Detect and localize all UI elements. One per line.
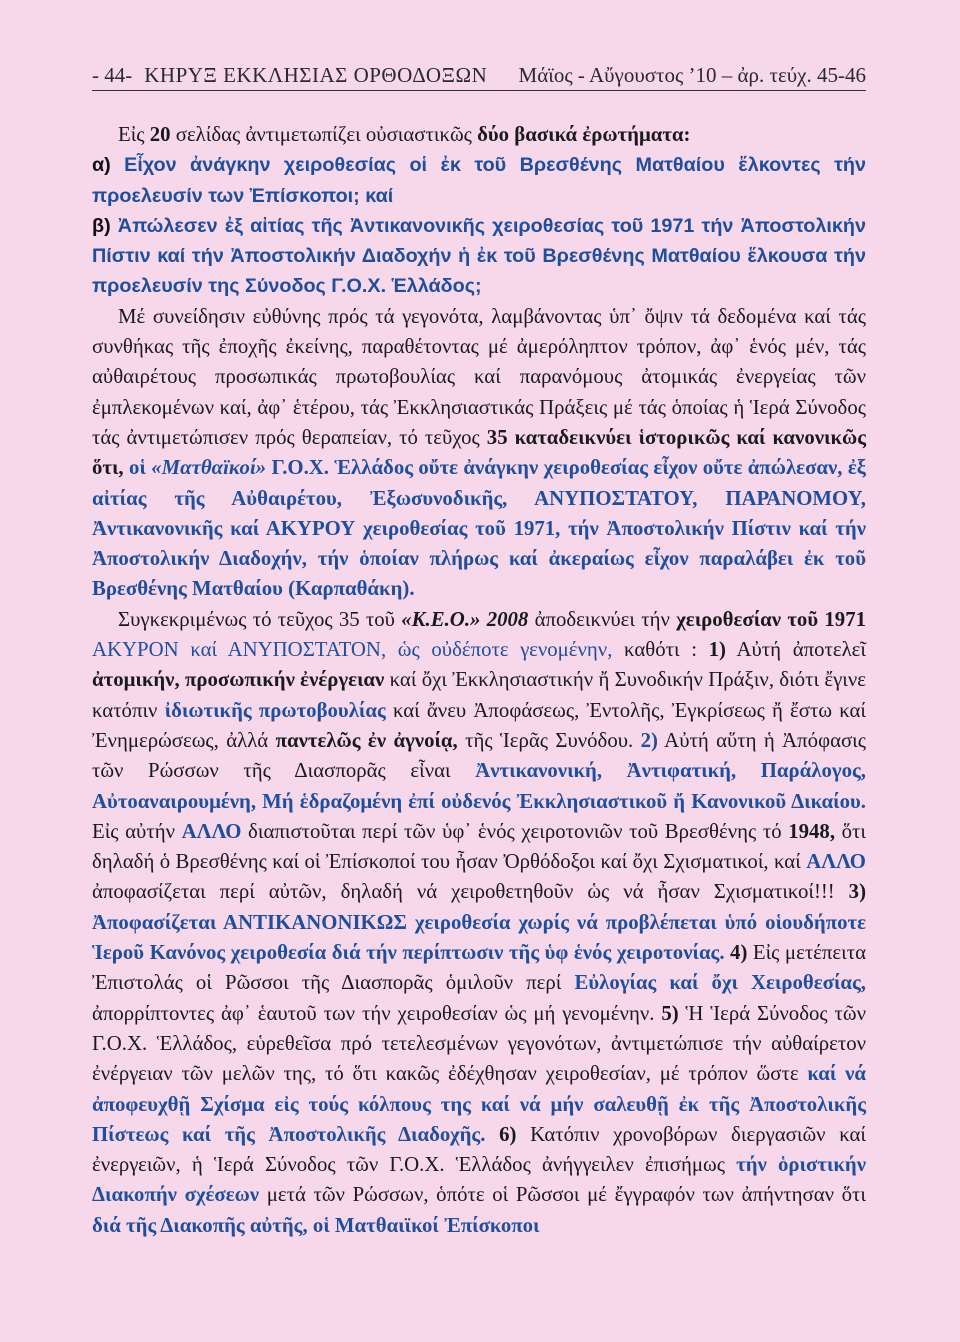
blue-run: ΑΛΛΟ	[181, 819, 242, 843]
blue-run: διά τῆς Διακοπῆς αὐτῆς, οἱ Ματθαιϊκοί Ἐπίσκοποι	[92, 1213, 540, 1237]
text-run: Αὐτή ἀποτελεῖ	[725, 638, 866, 662]
header-rule	[92, 90, 866, 91]
intro-emphasis: δύο βασικά ἐρωτήματα:	[477, 123, 691, 146]
text-run: Συγκεκριμένως τό τεῦχος 35 τοῦ	[118, 607, 402, 631]
running-header	[92, 58, 866, 88]
item-number: 1)	[708, 638, 726, 662]
text-run: ἀποφασίζεται περί αὐτῶν, δηλαδή νά χειροθετηθοῦν ὡς νά ἦσαν Σχισματικοί!!!	[92, 880, 849, 904]
text-run: ἀποδεικνύει τήν	[528, 607, 677, 631]
text-run: Μέ συνείδησιν εὐθύνης πρός τά γεγονότα, λαμβάνοντας ὑπ᾽ ὄψιν τά δεδομένα καί τάς συνθήκας τῆς ἐποχῆς ἐκείνης, παραθέτοντας μέ ἀμερόληπτον τρόπον, ἀφ᾽ ἑνός μέν, τάς αὐθαιρέτους προσωπικάς πρωτοβουλίας καί παρανόμους ἀτομικάς ἐνεργείας τῶν ἐμπλεκομένων καί, ἀφ᾽ ἑτέρου, τάς Ἐκκλησιαστικάς Πράξεις μέ τάς ὁποίας ἡ Ἱερά Σύνοδος τάς ἀντιμετώπισεν πρός θεραπείαν, τό τεῦχος	[92, 304, 866, 449]
bold-italic-run: «Κ.Ε.Ο.» 2008	[401, 607, 529, 631]
bold-run: 35 καταδεικνύει ἱστορικῶς καί κανονικῶς ὅτι,	[92, 425, 866, 480]
text-run: Ἡ Ἱερά Σύνοδος τῶν Γ.Ο.Χ. Ἑλλάδος, εὑρεθεῖσα πρό τετελεσμένων γεγονότων, ἀντιμετώπισε τήν αὐθαίρετον ἐνέργειαν τῶν μελῶν της, τό ὅτι κακῶς ἐδέχθησαν χειροθεσίαν, μέ τρόπον ὥστε	[92, 1001, 866, 1086]
bold-run: χειροθεσίαν τοῦ 1971	[676, 607, 866, 631]
paragraph-1	[92, 302, 866, 605]
item-number: 3)	[848, 880, 866, 904]
text-run: Αὐτή αὕτη ἡ Ἀπόφασις τῶν Ρώσσων τῆς Διασπορᾶς εἶναι	[92, 728, 867, 783]
text-run: μετά τῶν Ρώσσων, ὁπότε οἱ Ρῶσσοι μέ ἔγγραφόν των ἀπήντησαν ὅτι	[259, 1183, 866, 1207]
text-run: καθότι :	[612, 638, 709, 662]
question-text: Ἀπώλεσεν ἐξ αἰτίας τῆς Ἀντικανονικῆς χειροθεσίας τοῦ 1971 τήν Ἀποστολικήν Πίστιν καί τήν Ἀποστολικήν Διαδοχήν ἡ ἐκ τοῦ Βρεσθένης Ματθαίου ἕλκουσα τήν προελευσίν της Σύνοδος Γ.Ο.Χ. Ἑλλάδος;	[92, 214, 866, 298]
question-marker: α)	[92, 154, 111, 177]
blue-run: Γ.Ο.Χ. Ἑλλάδος οὔτε ἀνάγκην χειροθεσίας εἶχον οὔτε ἀπώλεσαν, ἐξ αἰτίας τῆς Αὐθαιρέτου, Ἐξωσυνοδικῆς, ΑΝΥΠΟΣΤΑΤΟΥ, ΠΑΡΑΝΟΜΟΥ, Ἀντικανονικῆς καί ΑΚΥΡΟΥ χειροθεσίας τοῦ 1971, τήν Ἀποστολικήν Πίστιν καί τήν Ἀποστολικήν Διαδοχήν, τήν ὁποίαν πλήρως καί ἀκεραίως εἶχον παραλάβει ἐκ τοῦ Βρεσθένης Ματθαίου (Καρπαθάκη).	[92, 456, 866, 601]
intro-line	[92, 120, 866, 150]
question-b	[92, 211, 866, 302]
question-marker: β)	[92, 214, 111, 237]
intro-text: Εἰς	[118, 123, 150, 146]
journal-title: ΚΗΡΥΞ ΕΚΚΛΗΣΙΑΣ ΟΡΘΟΔΟΞΩΝ	[144, 63, 488, 87]
item-number: 2)	[640, 728, 658, 752]
text-run	[485, 1123, 499, 1146]
blue-italic-run: «Ματθαϊκοί»	[151, 456, 267, 480]
text-run: καί ὄχι Ἐκκλησιαστικήν ἤ Συνοδικήν Πράξιν, διότι ἔγινε κατόπιν	[92, 668, 866, 722]
intro-text: σελίδας ἀντιμετωπίζει οὐσιαστικῶς	[170, 123, 478, 146]
paragraph-2	[92, 605, 866, 1241]
text-run: ὅτι δηλαδή ὁ Βρεσθένης καί οἱ Ἐπίσκοποί του ἦσαν Ὀρθόδοξοι καί ὄχι Σχισματικοί, καί	[92, 819, 866, 874]
text-run: ἀπορρίπτοντες ἀφ᾽ ἑαυτοῦ των τήν χειροθεσίαν ὡς μή γενομένην.	[92, 1001, 662, 1025]
article-body	[92, 120, 866, 1241]
bold-run: παντελῶς ἐν ἀγνοίᾳ,	[275, 728, 458, 752]
blue-run: ἰδιωτικῆς πρωτοβουλίας	[164, 698, 386, 722]
blue-run: καί νά ἀποφευχθῇ Σχίσμα εἰς τούς κόλπους της καί νά μήν σαλευθῇ ἐκ τῆς Ἀποστολικῆς Πίστεως καί τῆς Ἀποστολικῆς Διαδοχῆς.	[92, 1062, 866, 1146]
bold-run: 1948,	[788, 819, 836, 843]
item-number: 6)	[499, 1122, 517, 1146]
text-run: Κατόπιν χρονοβόρων διεργασιῶν καί ἐνεργειῶν, ἡ Ἱερά Σύνοδος τῶν Γ.Ο.Χ. Ἑλλάδος ἀνήγγειλεν ἐπισήμως	[92, 1122, 867, 1177]
bold-run: ἀτομικήν, προσωπικήν ἐνέργειαν	[92, 668, 385, 692]
blue-run: ΑΚΥΡΟΝ καί ΑΝΥΠΟΣΤΑΤΟΝ, ὡς οὐδέποτε γενομένην,	[92, 638, 613, 662]
question-a	[92, 150, 866, 211]
header-left	[92, 63, 487, 88]
blue-run: ΑΛΛΟ	[806, 850, 866, 874]
text-run: διαπιστοῦται περί τῶν ὑφ᾽ ἑνός χειροτονιῶν τοῦ Βρεσθένης τό	[241, 819, 789, 843]
blue-run: οἱ	[123, 456, 152, 480]
text-run: Εἰς αὐτήν	[92, 819, 182, 843]
item-number: 4)	[730, 941, 748, 965]
blue-run: Ἀντικανονική, Ἀντιφατική, Παράλογος, Αὐτοαναιρουμένη, Μή ἑδραζομένη ἐπί οὐδενός Ἐκκλησιαστικοῦ ἤ Κανονικοῦ Δικαίου.	[92, 759, 866, 813]
intro-pages: 20	[149, 123, 171, 146]
question-text: Εἶχον ἀνάγκην χειροθεσίας οἱ ἐκ τοῦ Βρεσθένης Ματθαίου ἕλκοντες τήν προελευσίν των Ἐπίσκοποι; καί	[92, 154, 866, 207]
item-number: 5)	[661, 1001, 679, 1025]
text-run: τῆς Ἱερᾶς Συνόδου.	[457, 728, 641, 752]
text-run: Εἰς μετέπειτα Ἐπιστολάς οἱ Ρῶσσοι τῆς Διασπορᾶς ὁμιλοῦν περί	[92, 941, 866, 995]
text-run: καί ἄνευ Ἀποφάσεως, Ἐντολῆς, Ἐγκρίσεως ἤ ἔστω καί Ἐνημερώσεως, ἀλλά	[92, 698, 866, 752]
page-number: - 44-	[92, 63, 133, 87]
blue-run: Ἀποφασίζεται ΑΝΤΙΚΑΝΟΝΙΚΩΣ χειροθεσία χωρίς νά προβλέπεται ὑπό οἱουδήποτε Ἱεροῦ Κανόνος χειροθεσία διά τήν περίπτωσιν τῆς ὑφ ἑνός χειροτονίας.	[92, 910, 866, 965]
issue-info: Μάϊος - Αὔγουστος ’10 – ἀρ. τεύχ. 45-46	[518, 63, 866, 87]
blue-run: Εὐλογίας καί ὄχι Χειροθεσίας,	[574, 971, 866, 995]
blue-run: τήν ὁριστικήν Διακοπήν σχέσεων	[92, 1153, 866, 1207]
